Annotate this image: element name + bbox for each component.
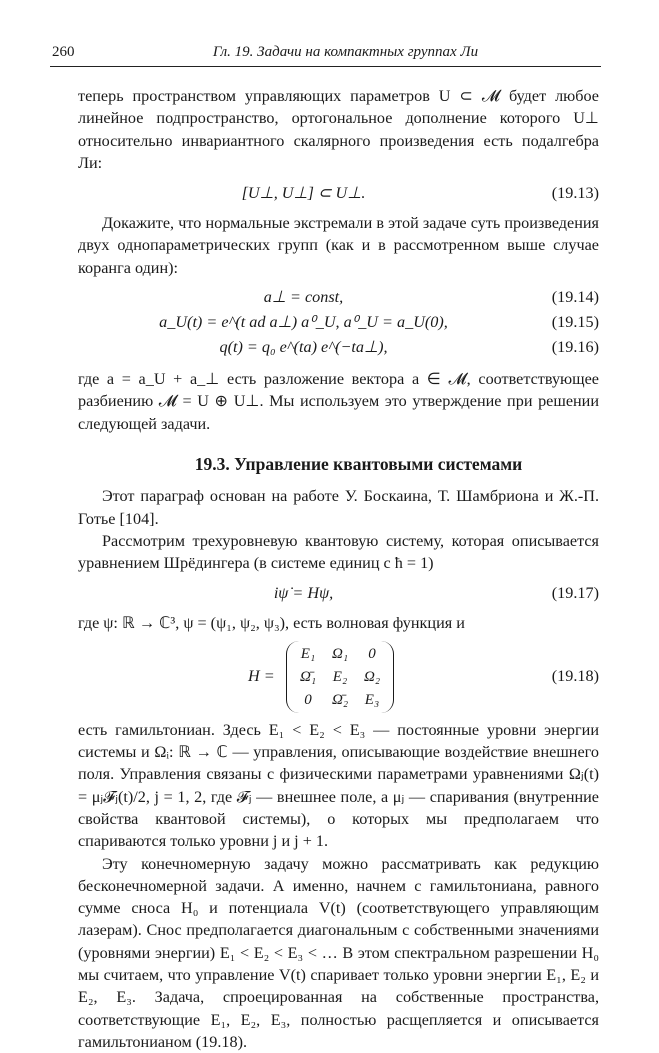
paragraph: теперь пространством управляющих параметров U ⊂ 𝓜 будет любое линейное подпространство, ортогональное дополнение которого U⊥ относительно инвариантного скалярного произведения есть подалгебра Ли: [78,87,599,172]
paragraph: где ψ: ℝ → ℂ³, ψ = (ψ₁, ψ₂, ψ₃), есть волновая функция и [78,614,465,633]
paragraph: есть гамильтониан. Здесь E₁ < E₂ < E₃ — постоянные уровни энергии системы и Ωᵢ: ℝ → ℂ — управления, описывающие воздействие внешнего поля. Управления связаны с физическими параметрами уравнениями Ωⱼ(t) = μⱼ𝓕ⱼ(t)/2, j = 1, 2, где 𝓕ⱼ — внешнее поле, а μⱼ — спаривания (внутренние свойства квантовой системы), о которых мы предполагаем что спариваются только уровни j и j + 1. [78,720,599,851]
matrix-cell: Ω₁ [331,645,349,662]
equation-number: (19.17) [551,584,599,603]
equation-body: a_U(t) = e^(t ad a⊥) a⁰_U, a⁰_U = a_U(0), [159,313,448,332]
equation-body: q(t) = q₀ e^(ta) e^(−ta⊥), [219,338,388,357]
running-head [50,40,601,67]
equation-group [78,285,599,360]
equation-number: (19.16) [551,338,599,357]
matrix-cell: E₁ [300,645,316,662]
paragraph: Рассмотрим трехуровневую квантовую систему, которая описывается уравнением Шрёдингера (в системе единиц с ħ = 1) [78,531,599,573]
equation-body: iψ̇ = Hψ, [273,584,334,603]
equation-19-16 [78,335,599,360]
matrix-cell: E₂ [332,668,348,685]
hamiltonian-matrix [286,641,394,713]
equation-body: [U⊥, U⊥] ⊂ U⊥. [241,184,366,203]
matrix-cell: Ω₂ [363,668,381,685]
right-paren [381,641,394,713]
section-heading: 19.3. Управление квантовыми системами [194,453,523,474]
equation-number: (19.13) [551,184,599,203]
paragraph: Эту конечномерную задачу можно рассматривать как редукцию бесконечномерной задачи. А именно, начнем с гамильтониана, равного сумме сноса H₀ и потенциала V(t) (соответствующего управляющим лазерам). Снос предполагается диагональным с собственными значениями (уровнями энергии) E₁ < E₂ < E₃ < … В этом спектральном разрешении H₀ мы считаем, что управление V(t) спаривает только уровни энергии E₁, E₂ и E₂, E₃. Задача, спроецированная на собственные пространства, соответствующие E₁, E₂, E₃, полностью расщепляется и описывается гамильтонианом (19.18). [78,854,599,1051]
matrix-cell: Ω̄₂ [331,691,349,708]
paragraph: Докажите, что нормальные экстремали в этой задаче суть произведения двух однопараметрических групп (как и в рассмотренном выше случае коранга один): [78,214,599,277]
matrix-cell: 0 [368,645,376,662]
paragraph: Этот параграф основан на работе У. Боскаина, Т. Шамбриона и Ж.-П. Готье [104]. [78,487,599,528]
equation-19-13 [78,180,599,206]
matrix-cell: E₃ [364,691,380,708]
equation-number: (19.15) [551,313,599,332]
page-number: 260 [52,44,75,60]
equation-19-18 [78,641,599,715]
equation-19-15 [78,310,599,335]
equation-19-14 [78,285,599,310]
equation-number: (19.18) [551,666,599,685]
paragraph: где a = a_U + a_⊥ есть разложение вектора a ∈ 𝓜, соответствующее разбиению 𝓜 = U ⊕ U⊥. Мы используем это утверждение при решении следующей задачи. [78,370,599,433]
matrix-grid [294,643,386,711]
page-content [78,85,599,1053]
matrix-cell: Ω̄₁ [299,668,317,685]
equation-19-17 [78,580,599,606]
equation-number: (19.14) [551,288,599,307]
equation-body: a⊥ = const, [263,288,344,307]
matrix-cell: 0 [304,691,312,708]
running-title: Гл. 19. Задачи на компактных группах Ли [212,44,479,60]
matrix-lhs: H = [248,666,275,685]
